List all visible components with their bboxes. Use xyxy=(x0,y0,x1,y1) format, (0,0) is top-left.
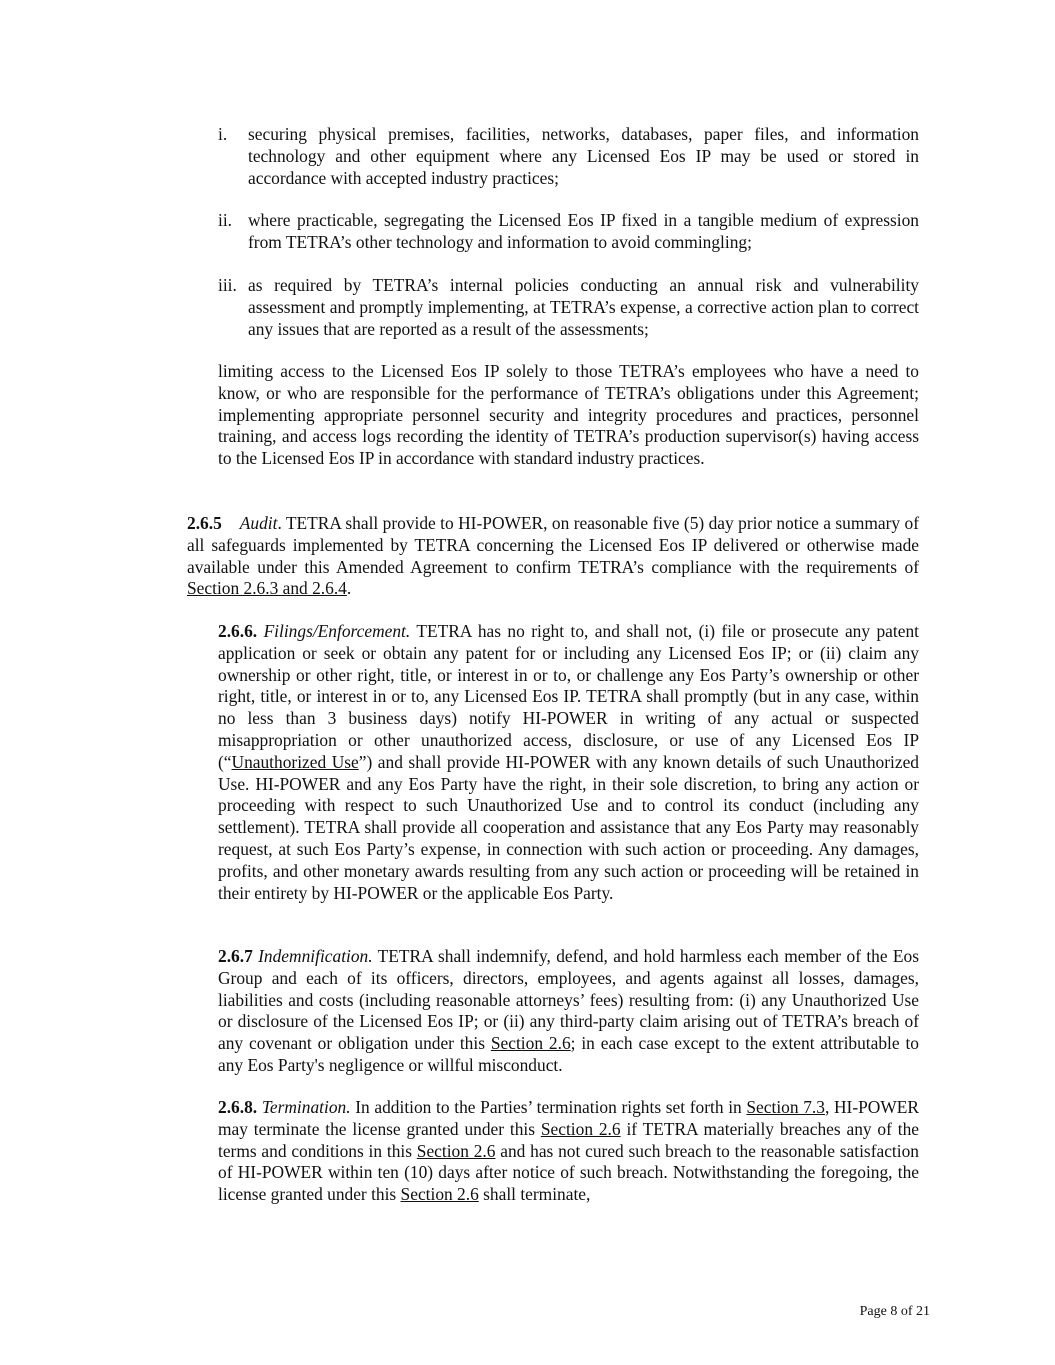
section-number: 2.6.7 xyxy=(218,946,253,966)
section-text: TETRA shall indemnify, defend, and hold harmless each member of the Eos Group and each of its officers, directors, employees, and agents against all losses, damages, liabilities and costs (including reasonable attorneys’ fees) resulting from: (i) any Unauthorized Use or disclosure of the Licensed Eos IP; or (ii) any third-party claim arising out of TETRA’s breach of any covenant or obligation under this xyxy=(218,946,919,1054)
section-title: Audit xyxy=(239,513,278,533)
section-number: 2.6.5 xyxy=(187,513,222,533)
section-text: In addition to the Parties’ termination rights set forth in xyxy=(355,1097,747,1117)
list-number: i. xyxy=(218,124,228,144)
section-2-6-8: 2.6.8. Termination. In addition to the Parties’ termination rights set forth in Section 7.3, HI-POWER may terminate the license granted under this Section 2.6 if TETRA materially breaches any of the terms and conditions in this Section 2.6 and has not cured such breach to the reasonable satisfaction of HI-POWER within ten (10) days after notice of such breach. Notwithstanding the foregoing, the license granted under this Section 2.6 shall terminate, xyxy=(218,1097,920,1205)
section-2-6-5: 2.6.5 Audit. TETRA shall provide to HI-POWER, on reasonable five (5) day prior notice a summary of all safeguards implemented by TETRA concerning the Licensed Eos IP delivered or otherwise made available under this Amended Agreement to confirm TETRA’s compliance with the requirements of Section 2.6.3 and 2.6.4. xyxy=(187,513,919,599)
list-number: ii. xyxy=(218,210,233,230)
list-text: where practicable, segregating the Licensed Eos IP fixed in a tangible medium of expression from TETRA’s other technology and information to avoid commingling; xyxy=(248,210,919,252)
page-number: Page 8 of 21 xyxy=(859,1304,930,1319)
section-text: . TETRA shall provide to HI-POWER, on reasonable five (5) day prior notice a summary of all safeguards implemented by TETRA concerning the Licensed Eos IP delivered or otherwise made available under this Amended Agreement to confirm TETRA’s compliance with the requirements of xyxy=(187,513,919,577)
section-reference-link[interactable]: Section 2.6 xyxy=(400,1184,479,1205)
section-reference-link[interactable]: Section 2.6 xyxy=(490,1033,571,1054)
limiting-access-paragraph: limiting access to the Licensed Eos IP solely to those TETRA’s employees who have a need to know, or who are responsible for the performance of TETRA’s obligations under this Agreement; implementing appropriate personnel security and integrity procedures and practices, personnel training, and access logs recording the identity of TETRA’s production supervisor(s) having access to the Licensed Eos IP in accordance with standard industry practices. xyxy=(218,361,919,469)
section-reference-link[interactable]: Section 2.6.3 and 2.6.4 xyxy=(187,578,347,599)
list-text: securing physical premises, facilities, networks, databases, paper files, and information technology and other equipment where any Licensed Eos IP may be used or stored in accordance with accepted industry practices; xyxy=(248,124,919,188)
section-title: Filings/Enforcement. xyxy=(263,621,411,641)
section-text: TETRA has no right to, and shall not, (i) file or prosecute any patent application or seek or obtain any patent for or including any Licensed Eos IP; or (ii) claim any ownership or other right, title, or interest in or to, or challenge any Eos Party’s ownership or other right, title, or interest in or to, any Licensed Eos IP. TETRA shall promptly (but in any case, within no less than 3 business days) notify HI-POWER in writing of any actual or suspected misappropriation or other unauthorized access, disclosure, or use of any Licensed Eos IP (“ xyxy=(218,621,919,772)
section-number: 2.6.6. xyxy=(218,621,258,641)
section-reference-link[interactable]: Section 7.3 xyxy=(746,1097,825,1117)
section-title: Termination. xyxy=(261,1097,351,1117)
defined-term: Unauthorized Use xyxy=(231,751,359,772)
section-reference-link[interactable]: Section 2.6 xyxy=(416,1140,496,1161)
section-2-6-6: 2.6.6. Filings/Enforcement. TETRA has no right to, and shall not, (i) file or prosecute any patent application or seek or obtain any patent for or including any Licensed Eos IP; or (ii) claim any ownership or other right, title, or interest in or to, or challenge any Eos Party’s ownership or other right, title, or interest in or to, any Licensed Eos IP. TETRA shall promptly (but in any case, within no less than 3 business days) notify HI-POWER in writing of any actual or suspected misappropriation or other unauthorized access, disclosure, or use of any Licensed Eos IP (“Unauthorized Use”) and shall provide HI-POWER with any known details of such Unauthorized Use. HI-POWER and any Eos Party have the right, in their sole discretion, to bring any action or proceeding with respect to such Unauthorized Use and to control its conduct (including any settlement). TETRA shall provide all cooperation and assistance that any Eos Party may reasonably request, at such Eos Party’s expense, in connection with such action or proceeding. Any damages, profits, and other monetary awards resulting from any such action or proceeding will be retained in their entirety by HI-POWER or the applicable Eos Party. xyxy=(218,621,919,903)
section-number: 2.6.8. xyxy=(218,1097,258,1117)
section-title: Indemnification. xyxy=(258,946,373,966)
list-number: iii. xyxy=(218,275,237,295)
list-text: as required by TETRA’s internal policies conducting an annual risk and vulnerability assessment and promptly implementing, at TETRA’s expense, a corrective action plan to correct any issues that are reported as a result of the assessments; xyxy=(248,275,919,339)
section-2-6-7: 2.6.7 Indemnification. TETRA shall indemnify, defend, and hold harmless each member of the Eos Group and each of its officers, directors, employees, and agents against all losses, damages, liabilities and costs (including reasonable attorneys’ fees) resulting from: (i) any Unauthorized Use or disclosure of the Licensed Eos IP; or (ii) any third-party claim arising out of TETRA’s breach of any covenant or obligation under this Section 2.6; in each case except to the extent attributable to any Eos Party's negligence or willful misconduct. xyxy=(218,946,919,1075)
section-reference-link[interactable]: Section 2.6 xyxy=(540,1118,621,1139)
